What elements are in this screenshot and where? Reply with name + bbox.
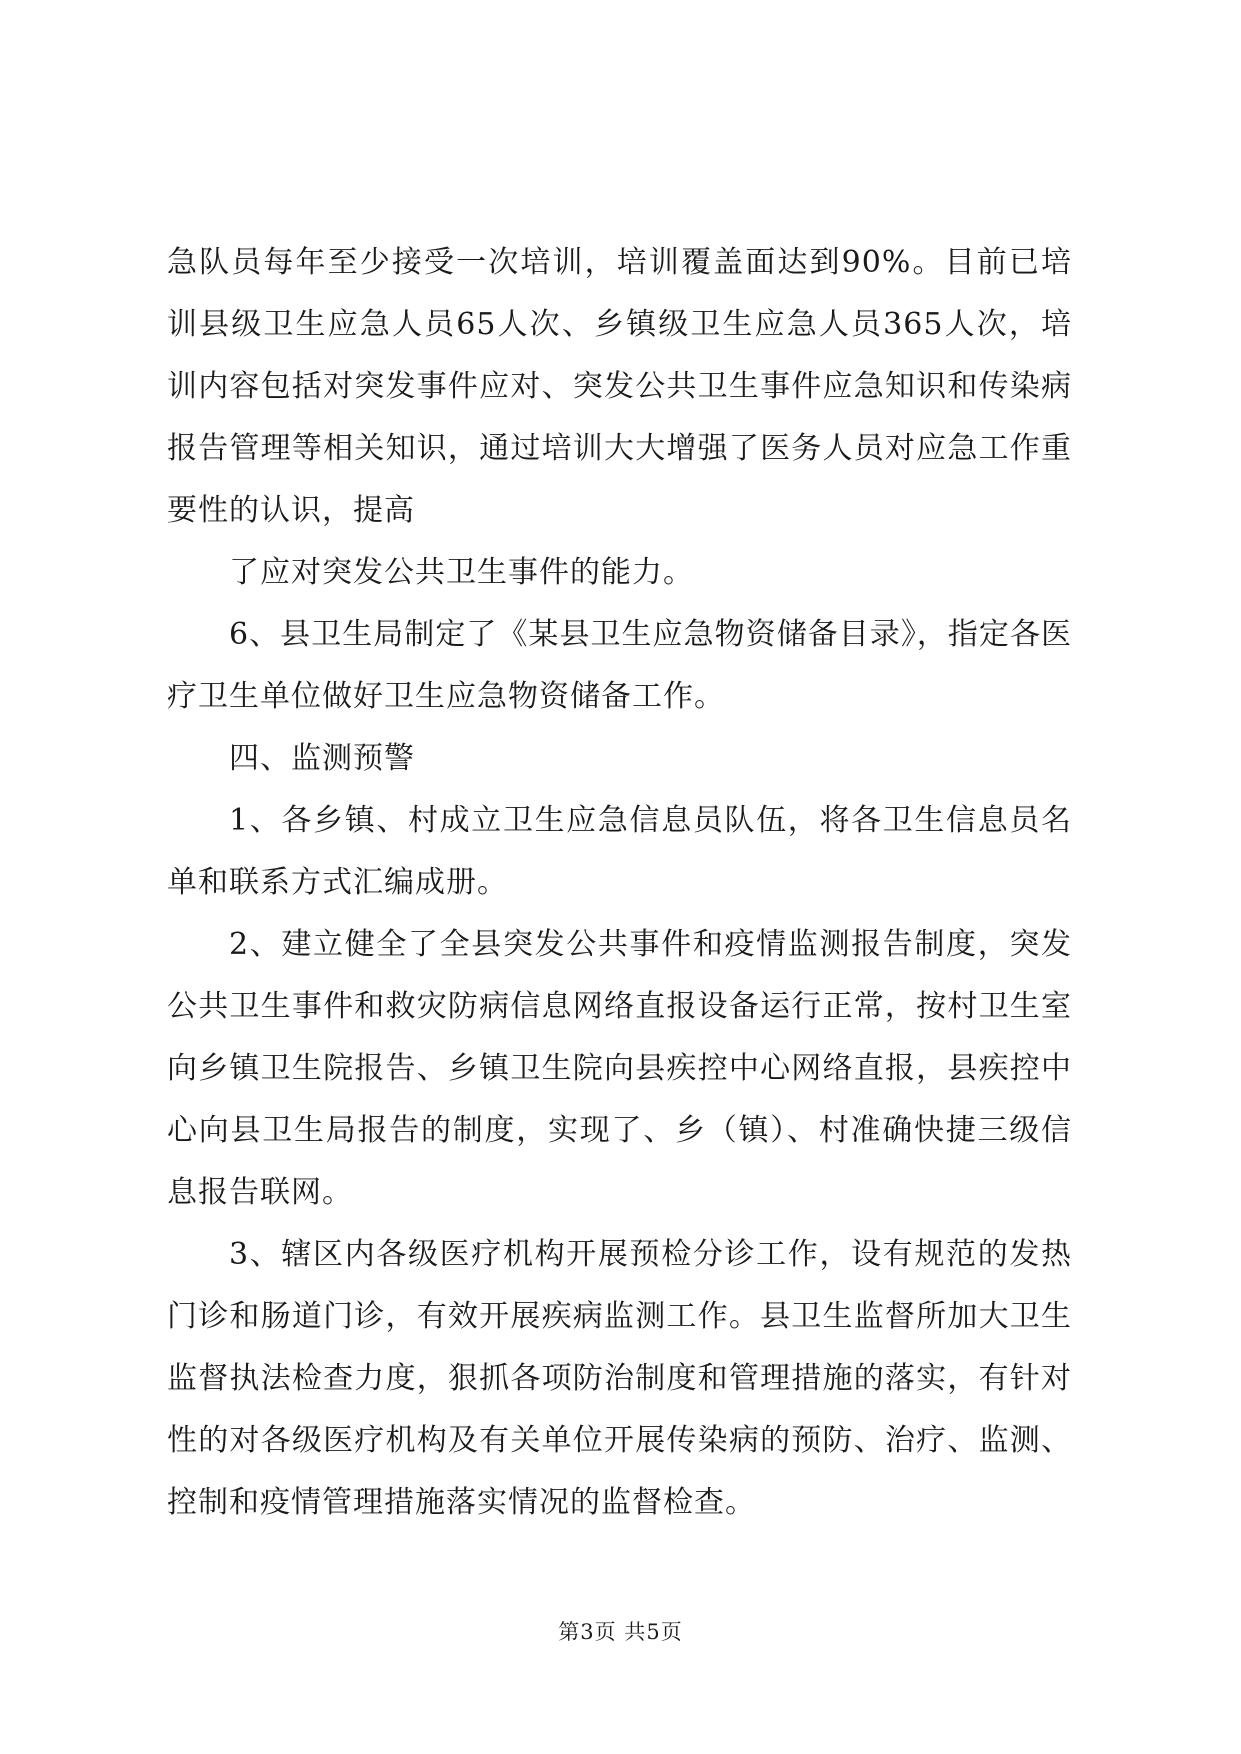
section-heading-monitoring: 四、监测预警 <box>229 741 415 776</box>
paragraph-item-3: 3、辖区内各级医疗机构开展预检分诊工作，设有规范的发热门诊和肠道门诊，有效开展疾病监测工作。县卫生监督所加大卫生监督执法检查力度，狠抓各项防治制度和管理措施的落实，有针对性的对各级医疗机构及有关单位开展传染病的预防、治疗、监测、控制和疫情管理措施落实情况的监督检查。 <box>167 1237 1072 1520</box>
paragraph-item-6: 6、县卫生局制定了《某县卫生应急物资储备目录》，指定各医疗卫生单位做好卫生应急物资储备工作。 <box>167 617 1072 714</box>
document-body <box>167 232 1072 1534</box>
paragraph-item-1: 1、各乡镇、村成立卫生应急信息员队伍，将各卫生信息员名单和联系方式汇编成册。 <box>167 803 1072 900</box>
paragraph-capability: 了应对突发公共卫生事件的能力。 <box>229 555 694 590</box>
paragraph-item-2: 2、建立健全了全县突发公共事件和疫情监测报告制度，突发公共卫生事件和救灾防病信息网络直报设备运行正常，按村卫生室向乡镇卫生院报告、乡镇卫生院向县疾控中心网络直报，县疾控中心向县卫生局报告的制度，实现了、乡（镇）、村准确快捷三级信息报告联网。 <box>167 927 1072 1210</box>
page-number-footer: 第3页 共5页 <box>558 1620 683 1644</box>
paragraph-training-continuation: 急队员每年至少接受一次培训，培训覆盖面达到90%。目前已培训县级卫生应急人员65人次、乡镇级卫生应急人员365人次，培训内容包括对突发事件应对、突发公共卫生事件应急知识和传染病报告管理等相关知识，通过培训大大增强了医务人员对应急工作重要性的认识，提高 <box>167 245 1072 528</box>
